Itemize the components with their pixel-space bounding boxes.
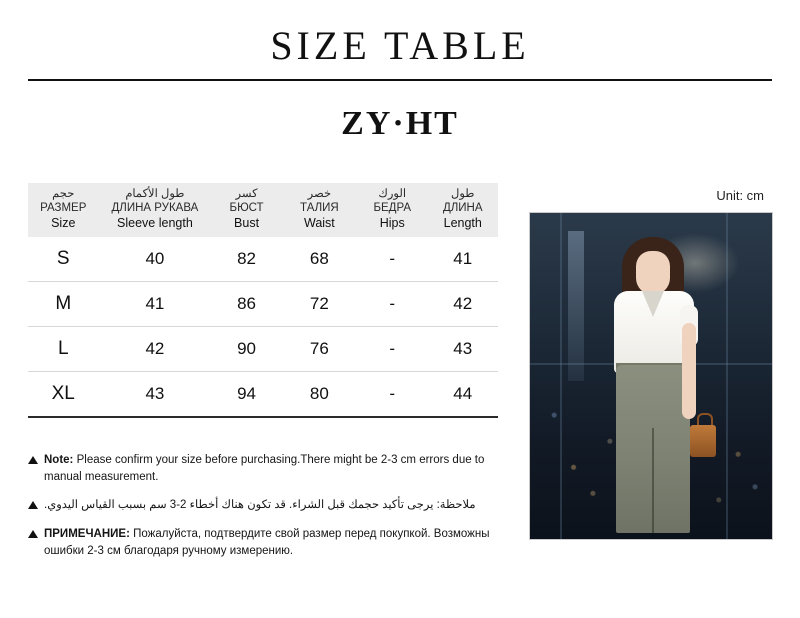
size-table-container	[28, 183, 498, 418]
cell-sleeve: 41	[99, 282, 212, 327]
cell-sleeve: 42	[99, 327, 212, 372]
cell-hips: -	[357, 372, 428, 418]
column-header-size-en: Size	[51, 215, 76, 230]
note-label-ru: ПРИМЕЧАНИЕ:	[44, 528, 130, 541]
column-header-waist-ru: ТАЛИЯ	[300, 202, 339, 215]
column-header-waist	[282, 183, 357, 237]
table-row	[28, 327, 498, 372]
page-title: SIZE TABLE	[270, 23, 530, 68]
column-header-hips-en: Hips	[379, 215, 405, 230]
triangle-bullet-icon	[28, 456, 38, 464]
title-divider	[28, 79, 772, 81]
note-english	[28, 452, 506, 485]
triangle-bullet-icon	[28, 530, 38, 538]
cell-waist: 80	[282, 372, 357, 418]
note-text-ar: ملاحظة: يرجى تأكيد حجمك قبل الشراء. قد تكون هناك أخطاء 2-3 سم بسبب القياس اليدوي.	[44, 499, 476, 512]
triangle-bullet-icon	[28, 501, 38, 509]
table-header-row	[28, 183, 498, 237]
model-face	[636, 251, 670, 295]
city-tower	[568, 231, 584, 381]
cell-length: 42	[427, 282, 498, 327]
column-header-sleeve	[99, 183, 212, 237]
column-header-size	[28, 183, 99, 237]
cell-sleeve: 43	[99, 372, 212, 418]
cell-hips: -	[357, 327, 428, 372]
table-row	[28, 372, 498, 418]
column-header-hips-ar: الورك	[378, 188, 407, 200]
note-text-ru: Пожалуйста, подтвердите свой размер перед покупкой. Возможны ошибки 2-3 см благодаря ручному измерению.	[44, 528, 490, 557]
column-header-hips	[357, 183, 428, 237]
column-header-length-ru: ДЛИНА	[442, 202, 483, 215]
cell-length: 41	[427, 237, 498, 282]
model-trousers-seam	[652, 428, 654, 533]
column-header-length	[427, 183, 498, 237]
cell-bust: 82	[211, 237, 282, 282]
column-header-bust	[211, 183, 282, 237]
column-header-waist-en: Waist	[303, 215, 335, 230]
note-russian	[28, 526, 506, 559]
column-header-size-ru: РАЗМЕР	[40, 202, 87, 215]
cell-length: 43	[427, 327, 498, 372]
handbag	[690, 425, 716, 457]
cell-bust: 94	[211, 372, 282, 418]
cell-waist: 68	[282, 237, 357, 282]
column-header-sleeve-en: Sleeve length	[117, 215, 193, 230]
window-mullion	[560, 213, 562, 539]
table-row	[28, 282, 498, 327]
product-photo	[529, 212, 773, 540]
cell-size: L	[28, 327, 99, 372]
cell-waist: 76	[282, 327, 357, 372]
cell-size: XL	[28, 372, 99, 418]
cell-size: M	[28, 282, 99, 327]
unit-label: Unit: cm	[716, 188, 764, 203]
cell-sleeve: 40	[99, 237, 212, 282]
model-arm	[682, 323, 696, 419]
note-arabic	[28, 497, 506, 514]
column-header-bust-ar: كسر	[235, 188, 258, 200]
note-label-en: Note:	[44, 454, 74, 466]
column-header-hips-ru: БЕДРА	[373, 202, 412, 215]
cell-bust: 86	[211, 282, 282, 327]
column-header-sleeve-ar: طول الأكمام	[125, 188, 185, 200]
cell-bust: 90	[211, 327, 282, 372]
table-row	[28, 237, 498, 282]
column-header-bust-en: Bust	[234, 215, 260, 230]
size-table	[28, 183, 498, 418]
column-header-sleeve-ru: ДЛИНА РУКАВА	[111, 202, 199, 215]
note-text-en: Please confirm your size before purchasing.There might be 2-3 cm errors due to manual measurement.	[44, 454, 485, 483]
column-header-size-ar: حجم	[52, 188, 75, 200]
cell-size: S	[28, 237, 99, 282]
column-header-bust-ru: БЮСТ	[229, 202, 264, 215]
column-header-length-ar: طول	[451, 188, 475, 200]
cell-hips: -	[357, 282, 428, 327]
column-header-waist-ar: خصر	[307, 188, 332, 200]
notes-section	[28, 452, 506, 571]
cell-waist: 72	[282, 282, 357, 327]
brand-logo: ZY·HT	[341, 105, 459, 142]
product-photo-image	[530, 213, 772, 539]
column-header-length-en: Length	[443, 215, 482, 230]
cell-hips: -	[357, 237, 428, 282]
cell-length: 44	[427, 372, 498, 418]
